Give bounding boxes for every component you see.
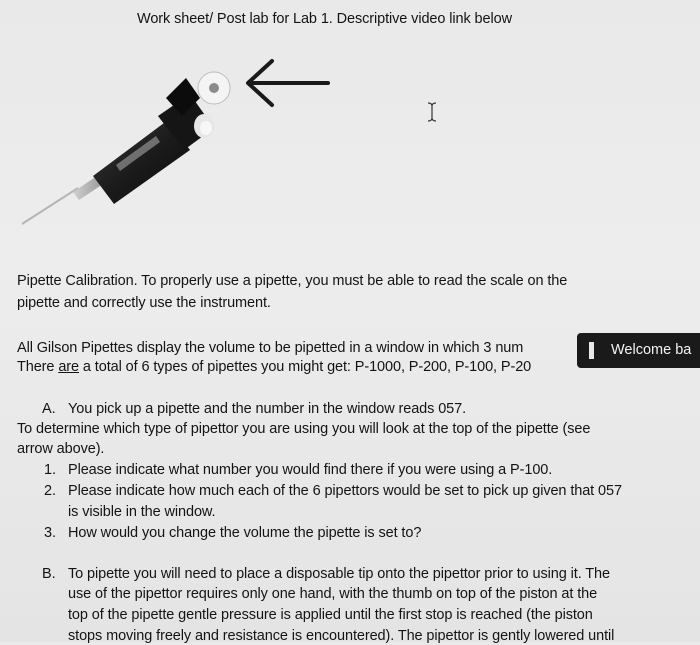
list-item-continued: is visible in the window. [68,504,216,520]
gilson-line-1: All Gilson Pipettes display the volume to be pipetted in a window in which 3 num [17,340,524,356]
list-item [44,461,552,479]
question-b-line-4: stops moving freely and resistance is encountered). The pipettor is gently lowered until [68,628,615,644]
question-b-text: To pipette you will need to place a disposable tip onto the pipettor prior to using it. The [68,566,610,582]
intro-line-1: Pipette Calibration. To properly use a pipette, you must be able to read the scale on the [17,273,568,289]
question-b [42,565,610,583]
underlined-word: are [58,359,79,375]
left-arrow-icon [238,55,333,110]
list-text: Please indicate what number you would find there if you were using a P-100. [68,462,553,478]
gilson-line-2 [17,358,531,376]
welcome-back-banner[interactable] [577,333,700,368]
list-text: How would you change the volume the pipette is set to? [68,525,422,541]
list-number: 3. [44,525,56,541]
pipette-image [18,58,233,228]
list-text: Please indicate how much each of the 6 pipettors would be set to pick up given that 057 [68,483,622,499]
gilson-text-rest: a total of 6 types of pipettes you might get: P-1000, P-200, P-100, P-20 [78,359,532,375]
text-cursor-icon [426,102,438,122]
list-item [44,482,622,500]
list-item [44,524,421,542]
bookmark-icon [589,342,594,359]
intro-line-2: pipette and correctly use the instrument. [17,295,271,311]
list-number: 1. [44,462,56,478]
welcome-text: Welcome ba [611,342,692,358]
question-a-label: A. [42,401,56,417]
question-a-text: You pick up a pipette and the number in the window reads 057. [68,401,467,417]
gilson-text: There [17,359,59,375]
question-a [42,400,466,418]
question-b-line-2: use of the pipettor requires only one hand, with the thumb on top of the piston at the [68,586,598,602]
list-number: 2. [44,483,56,499]
question-b-label: B. [42,566,56,582]
determine-line-2: arrow above). [17,441,105,457]
question-b-line-3: top of the pipette gentle pressure is applied until the first stop is reached (the piston [68,607,593,623]
determine-line-1: To determine which type of pipettor you are using you will look at the top of the pipette (see [17,421,591,437]
worksheet-title: Work sheet/ Post lab for Lab 1. Descriptive video link below [137,11,512,27]
